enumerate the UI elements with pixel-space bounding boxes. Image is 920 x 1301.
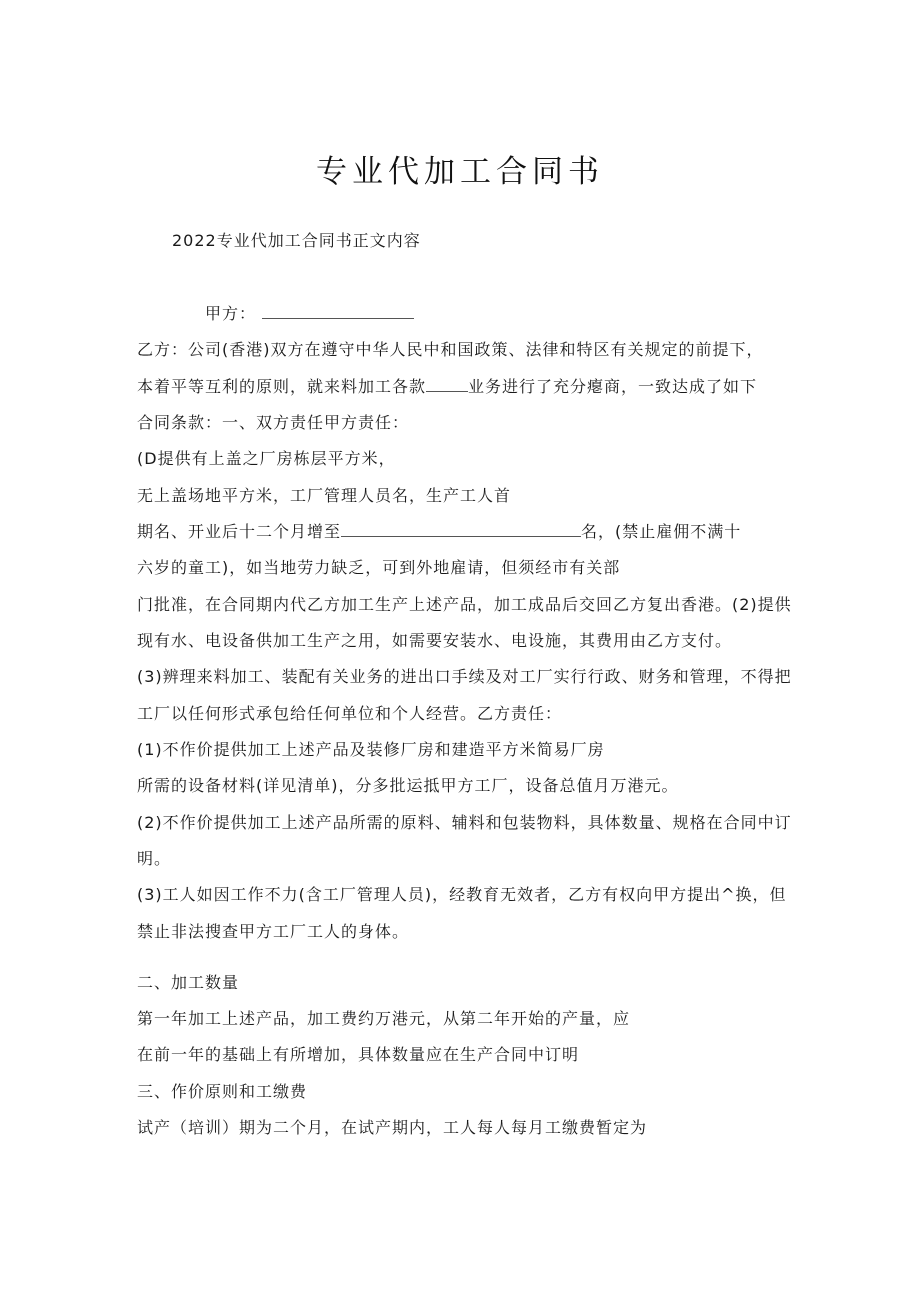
paragraph-line: 明。 — [137, 849, 172, 868]
document-title: 专业代加工合同书 — [316, 154, 604, 190]
paragraph-line: 乙方：公司(香港)双方在遵守中华人民中和国政策、法律和特区有关规定的前提下， — [137, 340, 764, 359]
paragraph-line: (1)不作价提供加工上述产品及装修厂房和建造平方米简易厂房 — [137, 740, 605, 759]
party-a-label: 甲方： — [205, 304, 257, 323]
paragraph-line — [137, 374, 757, 397]
section-heading: 三、作价原则和工缴费 — [137, 1082, 308, 1101]
fill-blank — [341, 522, 581, 537]
fill-blank — [426, 377, 468, 392]
paragraph-line: 现有水、电设备供加工生产之用，如需要安装水、电设施，其费用由乙方支付。 — [137, 631, 733, 650]
paragraph-line: 所需的设备材料(详见清单)，分多批运抵甲方工厂，设备总值月万港元。 — [137, 776, 679, 795]
paragraph-line: 无上盖场地平方米，工厂管理人员名，生产工人首 — [137, 486, 512, 505]
paragraph-line: 门批准，在合同期内代乙方加工生产上述产品，加工成品后交回乙方复出香港。(2)提供 — [137, 595, 792, 614]
paragraph-line: 第一年加工上述产品，加工费约万港元，从第二年开始的产量，应 — [137, 1009, 631, 1028]
paragraph-line: (2)不作价提供加工上述产品所需的原料、辅料和包装物料，具体数量、规格在合同中订 — [137, 813, 792, 832]
line-part: 业务进行了充分瘪商，一致达成了如下 — [468, 377, 758, 396]
line-part: 名，(禁止雇佣不满十 — [581, 522, 742, 541]
paragraph-line: 在前一年的基础上有所增加，具体数量应在生产合同中订明 — [137, 1045, 580, 1064]
party-a-line — [205, 301, 414, 324]
line-part: 期名、开业后十二个月增至 — [137, 522, 342, 541]
document-subtitle: 2022专业代加工合同书正文内容 — [172, 231, 421, 250]
paragraph-line: 工厂以任何形式承包给任何单位和个人经营。乙方责任： — [137, 704, 563, 723]
paragraph-line: 试产（培训）期为二个月，在试产期内，工人每人每月工缴费暂定为 — [137, 1118, 648, 1137]
paragraph-line — [137, 519, 741, 542]
paragraph-line: 禁止非法搜查甲方工厂工人的身体。 — [137, 922, 410, 941]
paragraph-line: (3)辨理来料加工、装配有关业务的进出口手续及对工厂实行行政、财务和管理，不得把 — [137, 667, 792, 686]
paragraph-line: 合同条款：一、双方责任甲方责任： — [137, 413, 410, 432]
paragraph-line: (D提供有上盖之厂房栋层平方米， — [137, 449, 396, 468]
section-heading: 二、加工数量 — [137, 973, 240, 992]
paragraph-line: 六岁的童工)，如当地劳力缺乏，可到外地雇请，但须经市有关部 — [137, 558, 621, 577]
party-a-blank — [262, 304, 414, 319]
line-part: 本着平等互利的原则，就来料加工各款 — [137, 377, 427, 396]
paragraph-line: (3)工人如因工作不力(含工厂管理人员)，经教育无效者，乙方有权向甲方提出^换，但 — [137, 885, 787, 904]
